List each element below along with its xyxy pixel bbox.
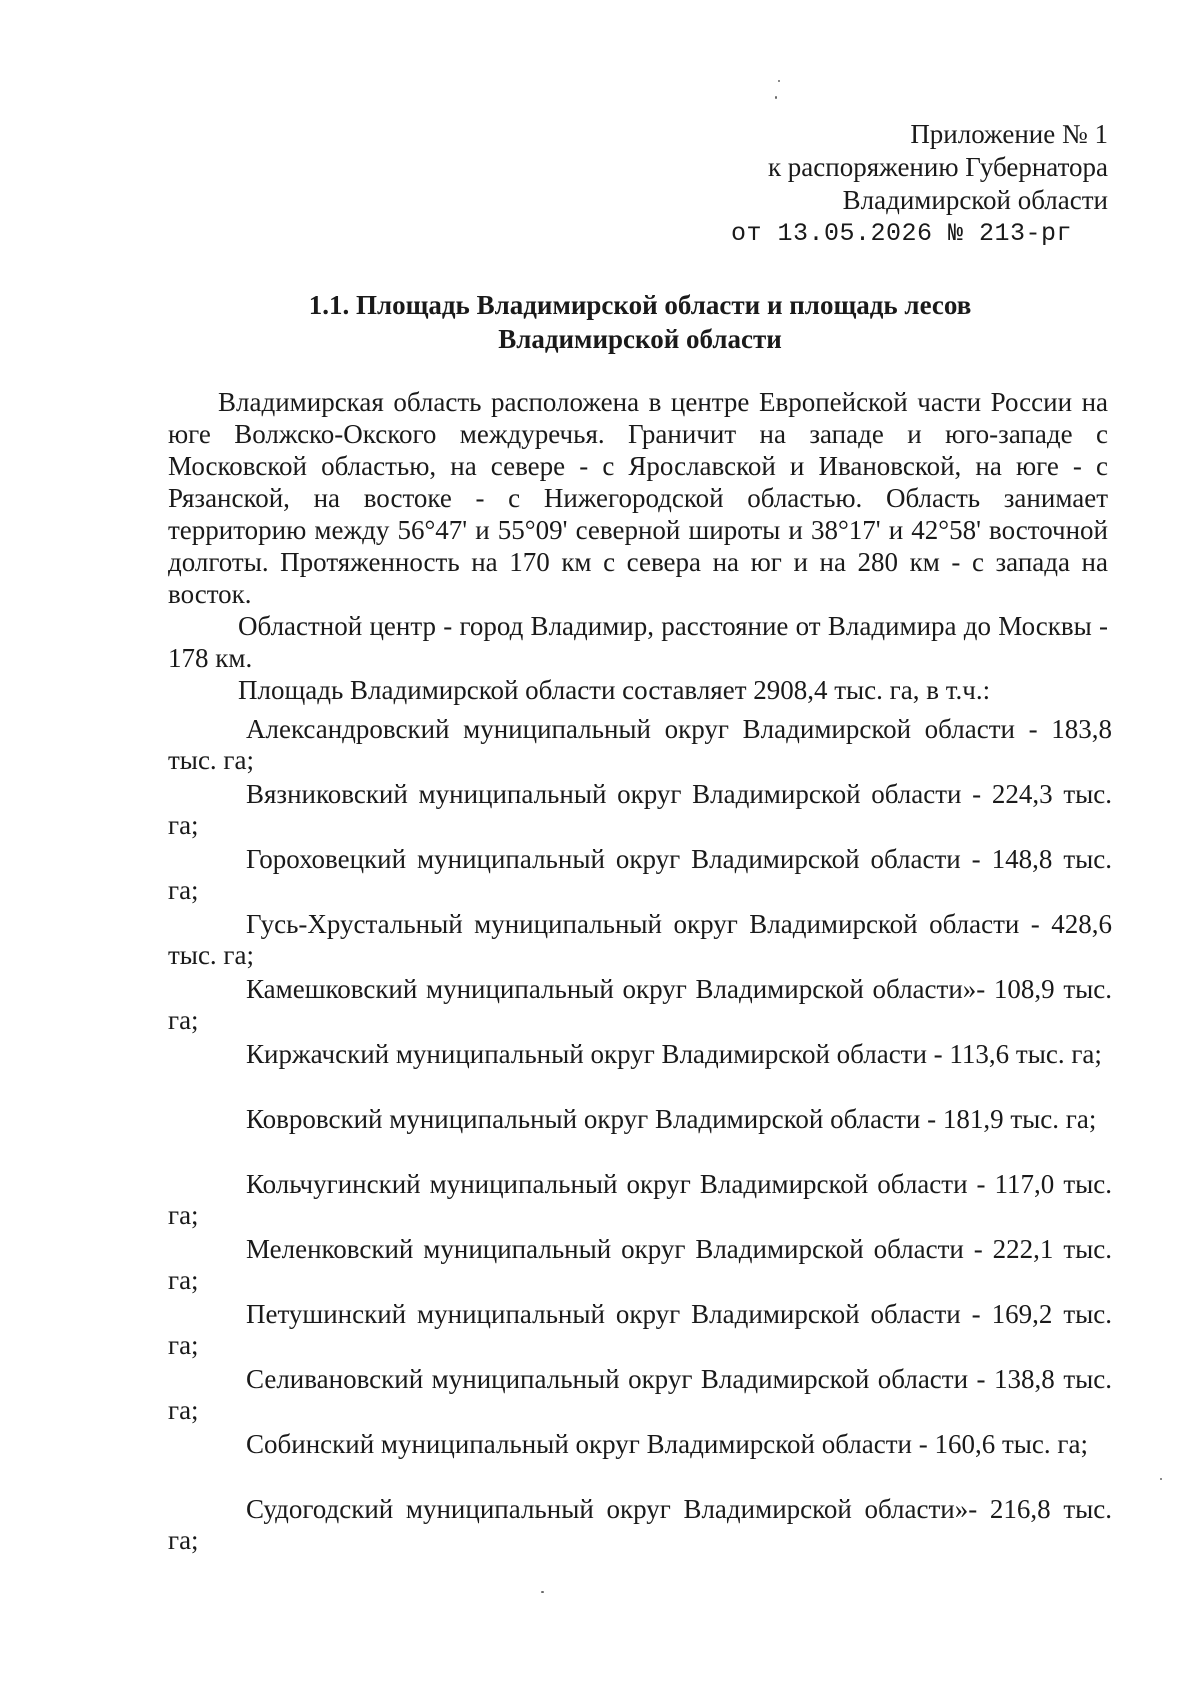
appendix-header: [731, 118, 1108, 250]
district-item: Петушинский муниципальный округ Владимирской области - 169,2 тыс. га;: [168, 1299, 1112, 1360]
paragraph-center: Областной центр - город Владимир, расстояние от Владимира до Москвы - 178 км.: [168, 611, 1108, 673]
district-item: Собинский муниципальный округ Владимирской области - 160,6 тыс. га;: [246, 1429, 1088, 1459]
body-text: [168, 386, 1108, 706]
district-item: Меленковский муниципальный округ Владимирской области - 222,1 тыс. га;: [168, 1234, 1112, 1295]
section-title-line1: 1.1. Площадь Владимирской области и площадь лесов: [308, 290, 972, 320]
appendix-number: Приложение № 1: [910, 119, 1108, 149]
appendix-region: Владимирской области: [842, 185, 1108, 215]
district-item: Гусь-Хрустальный муниципальный округ Владимирской области - 428,6 тыс. га;: [168, 909, 1112, 970]
scan-speck: [775, 96, 777, 99]
district-item: Камешковский муниципальный округ Владимирской области»- 108,9 тыс. га;: [168, 974, 1112, 1035]
district-item: Киржачский муниципальный округ Владимирской области - 113,6 тыс. га;: [246, 1039, 1102, 1069]
paragraph-area: Площадь Владимирской области составляет 2908,4 тыс. га, в т.ч.:: [238, 675, 991, 705]
paragraph-location: Владимирская область расположена в центре Европейской части России на юге Волжско-Окского междуречья. Граничит на западе и юго-западе с Московской областью, на севере - с Ярославской и Ивановской, на юге - с Рязанской, на востоке - с Нижегородской областью. Область занимает территорию между 56°47' и 55°09' северной широты и 38°17' и 42°58' восточной долготы. Протяженность на 170 км с севера на юг и на 280 км - с запада на восток.: [168, 387, 1108, 609]
district-item: Кольчугинский муниципальный округ Владимирской области - 117,0 тыс. га;: [168, 1169, 1112, 1230]
scan-speck: [778, 80, 780, 82]
district-list: [168, 714, 1112, 1559]
district-item: Гороховецкий муниципальный округ Владимирской области - 148,8 тыс. га;: [168, 844, 1112, 905]
appendix-order-ref: к распоряжению Губернатора: [767, 152, 1108, 182]
section-title: [160, 288, 1120, 356]
district-item: Вязниковский муниципальный округ Владимирской области - 224,3 тыс. га;: [168, 779, 1112, 840]
district-item: Ковровский муниципальный округ Владимирской области - 181,9 тыс. га;: [246, 1104, 1097, 1134]
district-item: Селивановский муниципальный округ Владимирской области - 138,8 тыс. га;: [168, 1364, 1112, 1425]
scan-speck: [1160, 1478, 1162, 1480]
scan-speck: [541, 1591, 544, 1593]
section-title-line2: Владимирской области: [498, 324, 782, 354]
district-item: Судогодский муниципальный округ Владимирской области»- 216,8 тыс. га;: [168, 1494, 1112, 1555]
appendix-date-number: от 13.05.2026 № 213-рг: [730, 219, 1072, 248]
district-item: Александровский муниципальный округ Владимирской области - 183,8 тыс. га;: [168, 714, 1112, 775]
